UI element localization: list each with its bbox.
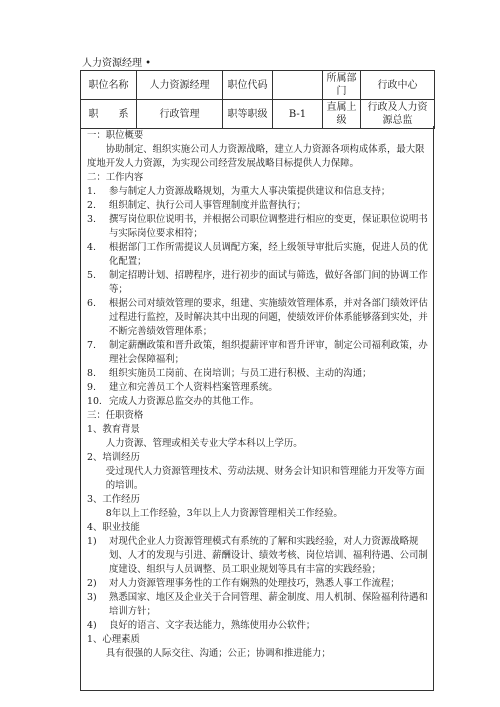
subheading-psychology: 1、心理素质 xyxy=(87,634,140,645)
subheading-skills: 4、职业技能 xyxy=(87,522,140,533)
document-title: 人力资源经理 • xyxy=(82,58,152,69)
label-department: 所属部门 xyxy=(323,71,361,100)
list-item: 5. 制定招聘计划、招聘程序，进行初步的面试与筛选，做好各部门间的协调工作等； xyxy=(87,270,428,295)
list-item: 3. 撰写岗位职位说明书，并根据公司职位调整进行相应的变更，保证职位说明书与实际岗位要求相符； xyxy=(87,214,428,239)
list-item: 8. 组织实施员工岗前、在岗培训；与员工进行积极、主动的沟通； xyxy=(87,368,372,379)
list-item: 4. 根据部门工作所需提议人员调配方案，经上级领导审批后实施，促进人员的优化配置； xyxy=(87,242,428,267)
summary-text: 协助制定、组织实施公司人力资源战略，建立人力资源各项构成体系，最大限度地开发人力资源，为实现公司经营发展战略目标提供人力保障。 xyxy=(87,144,425,169)
label-job-family: 职 系 xyxy=(81,100,137,129)
value-superior: 行政及人力资源总监 xyxy=(361,100,435,129)
psychology-text: 具有很强的人际交往、沟通；公正；协调和推进能力； xyxy=(105,648,331,659)
info-row-1 xyxy=(81,71,435,100)
value-job-family: 行政管理 xyxy=(137,100,223,129)
education-text: 人力资源、管理或相关专业大学本科以上学历。 xyxy=(105,438,303,449)
skill-list xyxy=(87,535,429,633)
training-text: 受过现代人力资源管理技术、劳动法规、财务会计知识和管理能力开发等方面的培训。 xyxy=(105,466,425,491)
list-item: 6. 根据公司对绩效管理的要求，组建、实施绩效管理体系，并对各部门绩效评估过程进行监控，及时解决其中出现的问题，使绩效评价体系能够落到实处，并不断完善绩效管理体系； xyxy=(87,298,428,337)
list-item: 1. 参与制定人力资源战略规划，为重大人事决策提供建议和信息支持； xyxy=(87,186,391,197)
section-heading-summary: 一：职位概要 xyxy=(87,130,144,141)
section-heading-duties: 二：工作内容 xyxy=(87,172,144,183)
subheading-training: 2、培训经历 xyxy=(87,452,140,463)
value-position-code xyxy=(273,71,323,100)
subheading-education: 1、教育背景 xyxy=(87,424,140,435)
value-department: 行政中心 xyxy=(361,71,435,100)
label-position-name: 职位名称 xyxy=(81,71,137,100)
subheading-experience: 3、工作经历 xyxy=(87,494,140,505)
experience-text: 8年以上工作经验，3年以上人力资源管理相关工作经验。 xyxy=(105,508,343,519)
list-item: 10. 完成人力资源总监交办的其他工作。 xyxy=(87,396,260,407)
list-item: 2) 对人力资源管理事务性的工作有娴熟的处理技巧，熟悉人事工作流程； xyxy=(87,578,400,589)
job-description-body xyxy=(80,126,434,691)
list-item: 9. 建立和完善员工个人资料档案管理系统。 xyxy=(87,382,278,393)
list-item: 4) 良好的语言、文字表达能力，熟练使用办公软件； xyxy=(87,620,316,631)
label-grade: 职等职级 xyxy=(223,100,273,129)
label-superior: 直属上级 xyxy=(323,100,361,129)
section-heading-qualifications: 三：任职资格 xyxy=(87,410,144,421)
list-item: 1) 对现代企业人力资源管理模式有系统的了解和实践经验，对人力资源战略规划、人才的发现与引进、薪酬设计、绩效考核、岗位培训、福利待遇、公司制度建设、组织与人员调整、员工职业规划等具有丰富的实践经验； xyxy=(87,536,428,575)
value-position-name: 人力资源经理 xyxy=(137,71,223,100)
value-grade: B-1 xyxy=(273,100,323,129)
list-item: 7. 制定薪酬政策和晋升政策，组织提薪评审和晋升评审，制定公司福利政策，办理社会保障福利； xyxy=(87,340,428,365)
label-position-code: 职位代码 xyxy=(223,71,273,100)
list-item: 2. 组织制定、执行公司人事管理制度并监督执行； xyxy=(87,200,306,211)
list-item: 3) 熟悉国家、地区及企业关于合同管理、薪金制度、用人机制、保险福利待遇和培训方针； xyxy=(87,592,428,617)
duty-list xyxy=(87,185,429,409)
position-info-table xyxy=(80,70,435,129)
info-row-2 xyxy=(81,100,435,129)
